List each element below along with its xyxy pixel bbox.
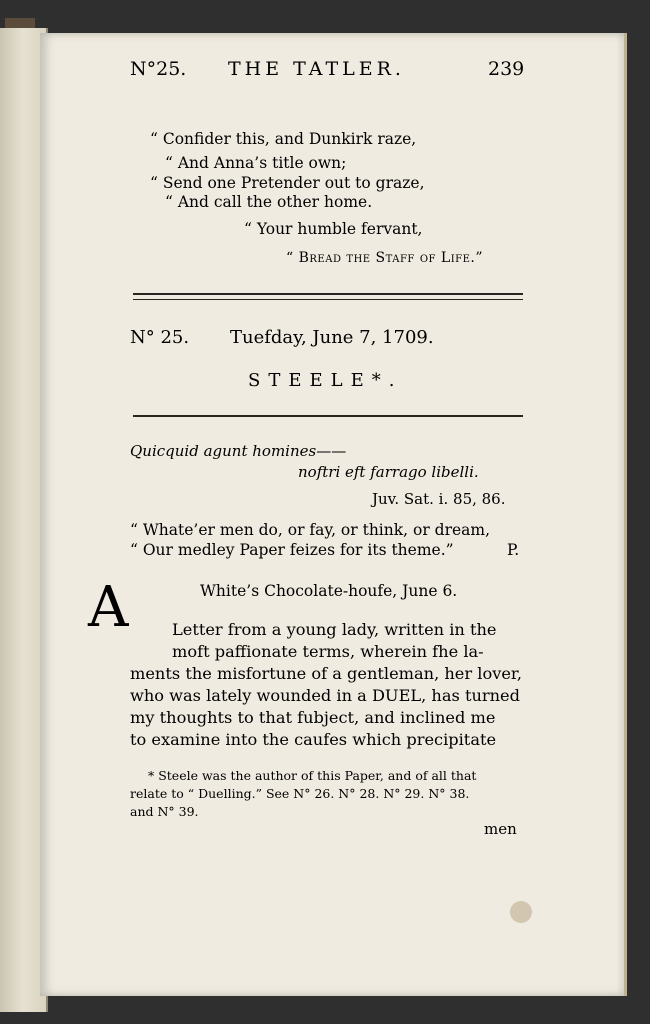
body-line-6: to examine into the caufes which precipitate [130, 730, 497, 749]
issue-number: N° 25. [130, 327, 190, 348]
translation-line-1: “ Whate’er men do, or fay, or think, or dream, [130, 521, 491, 539]
separator-rule-bottom [133, 299, 523, 300]
body-line-5: my thoughts to that fubject, and inclined me [130, 708, 496, 727]
page-number: 239 [488, 58, 525, 80]
footnote-line-2: relate to “ Duelling.” See N° 26. N° 28. N° 29. N° 38. [130, 786, 470, 801]
motto-line-2: noftri eft farrago libelli. [298, 463, 479, 481]
body-line-4: who was lately wounded in a DUEL, has turned [130, 686, 521, 705]
translator-initial: P. [507, 541, 520, 559]
author-heading: STEELE*. [248, 370, 403, 391]
book-spine [5, 18, 35, 28]
catchword: men [484, 820, 517, 838]
body-line-3: ments the misfortune of a gentleman, her lover, [130, 664, 523, 683]
header-number: N°25. [130, 58, 187, 80]
verse-line-1: “ Confider this, and Dunkirk raze, [150, 130, 417, 148]
verse-line-3: “ Send one Pretender out to graze, [150, 174, 425, 192]
verse-line-2: “ And Anna’s title own; [165, 154, 347, 172]
body-line-2: moft paffionate terms, wherein fhe la- [172, 642, 484, 661]
footnote-line-3: and N° 39. [130, 804, 199, 819]
issue-date: Tuefday, June 7, 1709. [230, 327, 434, 348]
closing-salutation: “ Your humble fervant, [244, 220, 423, 238]
dateline: White’s Chocolate-houfe, June 6. [200, 582, 458, 600]
separator-rule [133, 415, 523, 417]
separator-rule-top [133, 293, 523, 295]
body-line-1: Letter from a young lady, written in the [172, 620, 497, 639]
verse-line-4: “ And call the other home. [165, 193, 373, 211]
drop-cap: A [88, 575, 129, 640]
motto-reference: Juv. Sat. i. 85, 86. [372, 490, 506, 508]
page-stain [510, 901, 532, 923]
translation-line-2: “ Our medley Paper feizes for its theme.” [130, 541, 454, 559]
motto-line-1: Quicquid agunt homines—— [130, 442, 347, 460]
closing-signature: “ Bread the Staff of Life.” [286, 250, 483, 266]
header-title: THE TATLER. [228, 58, 405, 80]
footnote-line-1: * Steele was the author of this Paper, and of all that [148, 768, 477, 783]
